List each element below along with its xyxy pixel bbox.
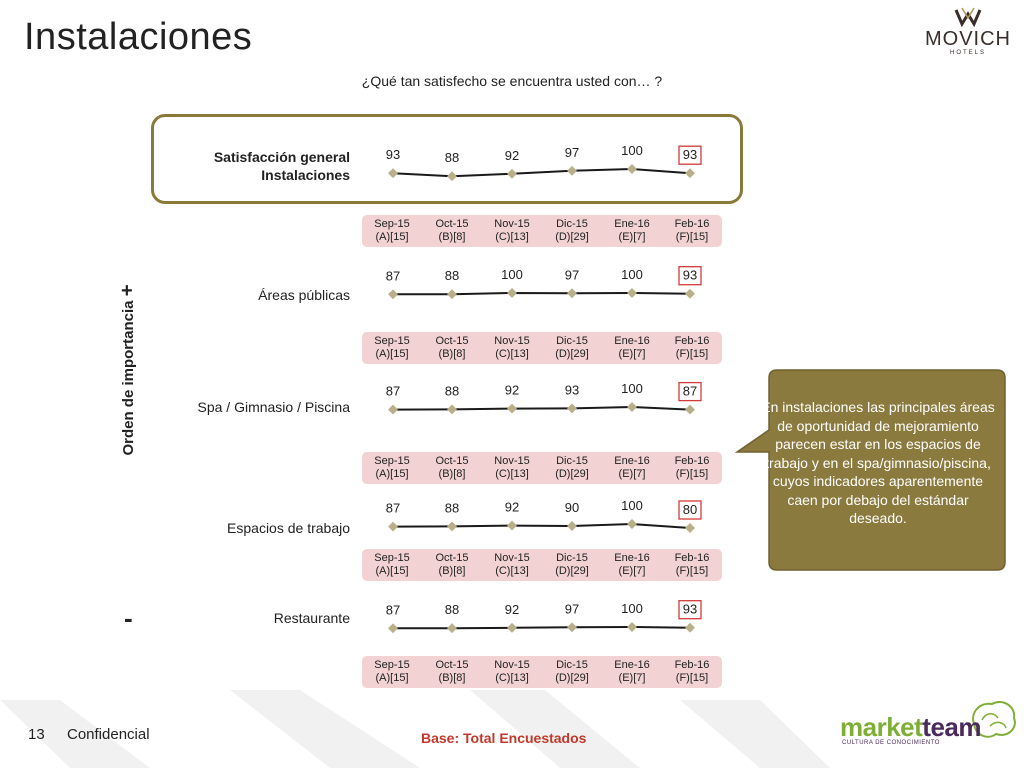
period-month: Sep-15 [374,552,410,564]
importance-low-marker: - [124,603,133,633]
period-label [482,659,542,685]
row-label-line1: Satisfacción general [213,149,350,165]
period-code: (C)[13] [495,672,529,684]
period-code: (D)[29] [555,348,589,360]
period-month: Feb-16 [674,455,710,467]
row-label-line1: Áreas públicas [258,287,350,303]
data-label: 80 [682,502,698,517]
period-label [542,659,602,685]
period-code: (C)[13] [495,565,529,577]
marketteam-logo [840,698,1020,754]
data-point-marker [567,521,577,531]
data-point-marker [388,522,398,532]
period-month: Ene-16 [614,218,650,230]
movich-crest-icon [916,6,1020,30]
series-line [393,407,690,410]
data-point-marker [627,519,637,529]
period-month: Sep-15 [374,335,410,347]
period-month: Nov-15 [494,218,530,230]
line-chart-spa [360,372,740,432]
row-label-line1: Restaurante [273,610,350,626]
data-label: 88 [444,500,460,516]
period-strip-spa [362,452,722,484]
line-chart-public-areas [360,258,740,318]
period-label [662,218,722,244]
period-label [422,455,482,481]
period-month: Feb-16 [674,552,710,564]
period-month: Nov-15 [494,659,530,671]
period-label [662,455,722,481]
period-month: Dic-15 [556,455,588,467]
period-code: (B)[8] [438,348,466,360]
period-label [482,552,542,578]
row-label-workspaces [150,519,350,537]
movich-logo [916,6,1020,62]
data-label: 92 [504,499,520,515]
data-label: 92 [504,382,520,398]
period-code: (D)[29] [555,468,589,480]
data-label: 92 [504,147,520,163]
period-code: (D)[29] [555,231,589,243]
data-label: 100 [621,601,643,616]
period-code: (E)[7] [618,565,646,577]
series-line [393,524,690,528]
period-month: Ene-16 [614,552,650,564]
period-label [482,335,542,361]
period-month: Dic-15 [556,335,588,347]
importance-high-marker: + [121,280,133,302]
period-month: Sep-15 [374,218,410,230]
series-line [393,627,690,628]
data-point-marker [627,622,637,632]
period-label [662,552,722,578]
period-label [602,552,662,578]
period-month: Ene-16 [614,659,650,671]
period-label [542,455,602,481]
period-label [362,455,422,481]
period-code: (F)[15] [675,565,709,577]
line-chart-restaurant [360,592,740,652]
row-label-public-areas [150,286,350,304]
importance-axis-title: Orden de importancia [120,300,137,456]
period-label [362,552,422,578]
period-month: Nov-15 [494,455,530,467]
period-month: Feb-16 [674,659,710,671]
data-point-marker [388,168,398,178]
period-code: (C)[13] [495,468,529,480]
period-code: (F)[15] [675,672,709,684]
data-point-marker [627,288,637,298]
period-code: (F)[15] [675,348,709,360]
data-point-marker [388,623,398,633]
period-label [362,659,422,685]
row-label-line1: Espacios de trabajo [227,520,350,536]
data-point-marker [447,623,457,633]
period-code: (C)[13] [495,348,529,360]
series-line [393,169,690,176]
row-label-line2: Instalaciones [261,167,350,183]
data-label: 100 [621,143,643,158]
data-point-marker [447,289,457,299]
period-code: (D)[29] [555,672,589,684]
data-point-marker [447,521,457,531]
period-month: Ene-16 [614,455,650,467]
data-point-marker [567,288,577,298]
row-label-overall [150,148,350,184]
period-strip-restaurant [362,656,722,688]
data-point-marker [507,288,517,298]
data-label: 88 [444,602,460,618]
data-label: 93 [682,267,698,283]
data-label: 87 [682,383,698,399]
period-code: (E)[7] [618,231,646,243]
marketteam-tagline: CULTURA DE CONOCIMIENTO [842,740,940,746]
period-label [422,552,482,578]
period-month: Ene-16 [614,335,650,347]
data-label: 100 [621,267,643,282]
page-title: Instalaciones [24,16,253,58]
period-code: (B)[8] [438,565,466,577]
page-number: 13 [28,726,45,743]
period-month: Oct-15 [435,552,469,564]
data-point-marker [685,523,695,533]
data-point-marker [567,622,577,632]
period-month: Feb-16 [674,218,710,230]
period-code: (B)[8] [438,672,466,684]
data-point-marker [388,405,398,415]
data-label: 93 [385,147,401,163]
data-point-marker [685,623,695,633]
data-label: 92 [504,601,520,617]
period-code: (B)[8] [438,468,466,480]
period-month: Dic-15 [556,552,588,564]
data-label: 100 [621,381,643,396]
period-month: Oct-15 [435,659,469,671]
data-point-marker [507,521,517,531]
data-label: 88 [444,383,460,399]
data-point-marker [507,404,517,414]
data-label: 100 [621,498,643,513]
row-label-restaurant [150,609,350,627]
period-label [542,552,602,578]
data-point-marker [685,168,695,178]
data-point-marker [507,169,517,179]
data-label: 87 [385,383,401,399]
data-label: 88 [444,150,460,166]
line-chart-workspaces [360,496,740,556]
period-month: Nov-15 [494,552,530,564]
period-label [362,218,422,244]
data-point-marker [627,164,637,174]
brand-name: MOVICH [925,28,1011,50]
data-point-marker [388,289,398,299]
period-month: Feb-16 [674,335,710,347]
brand-sub: HOTELS [949,50,986,56]
period-strip-public-areas [362,332,722,364]
period-label [422,335,482,361]
data-label: 87 [385,268,401,284]
period-code: (A)[15] [375,565,409,577]
data-point-marker [567,166,577,176]
period-month: Sep-15 [374,455,410,467]
data-point-marker [507,623,517,633]
data-label: 87 [385,602,401,618]
marketteam-wordmark: marketteam [840,712,981,742]
period-code: (A)[15] [375,231,409,243]
period-code: (E)[7] [618,672,646,684]
data-label: 93 [682,147,698,163]
period-strip-workspaces [362,549,722,581]
period-label [422,659,482,685]
data-label: 97 [564,601,580,617]
period-month: Oct-15 [435,335,469,347]
period-code: (E)[7] [618,468,646,480]
confidential-label: Confidencial [67,726,150,743]
period-label [542,218,602,244]
insight-callout-text: En instalaciones las principales áreas de oportunidad de mejoramiento parecen estar en los espacios de trabajo y en el spa/gimnasio/piscina, cuyos indicadores aparentemente caen por debajo del estándar deseado. [761,399,995,526]
period-code: (A)[15] [375,672,409,684]
data-point-marker [685,289,695,299]
period-month: Nov-15 [494,335,530,347]
period-code: (A)[15] [375,468,409,480]
period-label [662,335,722,361]
period-label [602,455,662,481]
data-label: 88 [444,268,460,284]
period-code: (F)[15] [675,468,709,480]
series-line [393,293,690,294]
period-month: Oct-15 [435,455,469,467]
data-point-marker [627,402,637,412]
period-month: Dic-15 [556,659,588,671]
data-label: 100 [501,267,523,282]
period-month: Sep-15 [374,659,410,671]
data-label: 93 [682,601,698,617]
line-chart-overall [360,138,740,198]
data-label: 93 [564,382,580,398]
period-code: (D)[29] [555,565,589,577]
data-point-marker [685,405,695,415]
period-month: Dic-15 [556,218,588,230]
data-label: 97 [564,267,580,283]
period-label [482,218,542,244]
period-code: (E)[7] [618,348,646,360]
data-point-marker [567,403,577,413]
period-code: (B)[8] [438,231,466,243]
period-label [602,659,662,685]
period-label [602,218,662,244]
row-label-line1: Spa / Gimnasio / Piscina [197,399,350,415]
base-note: Base: Total Encuestados [421,730,587,746]
period-label [602,335,662,361]
period-code: (F)[15] [675,231,709,243]
row-label-spa [150,398,350,416]
period-strip-overall [362,215,722,247]
period-label [542,335,602,361]
period-code: (C)[13] [495,231,529,243]
data-label: 87 [385,500,401,516]
period-label [422,218,482,244]
period-label [482,455,542,481]
period-month: Oct-15 [435,218,469,230]
data-point-marker [447,404,457,414]
period-code: (A)[15] [375,348,409,360]
period-label [362,335,422,361]
data-label: 97 [564,144,580,160]
period-label [662,659,722,685]
chart-question: ¿Qué tan satisfecho se encuentra usted con… ? [361,73,663,89]
data-label: 90 [564,500,580,515]
data-point-marker [447,171,457,181]
